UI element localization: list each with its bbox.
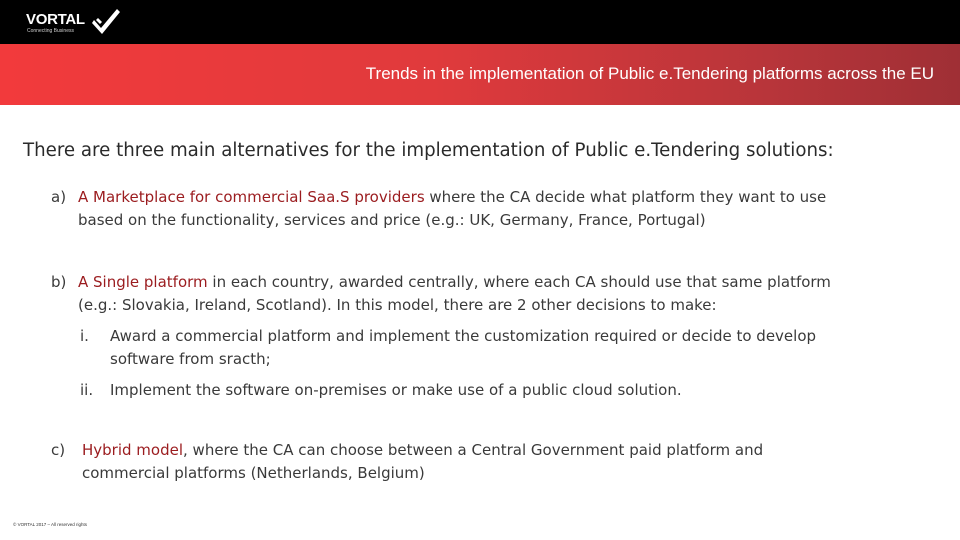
- vortal-logo: [26, 8, 126, 38]
- item-text: based on the functionality, services and price (e.g.: UK, Germany, France, Portugal): [78, 211, 706, 229]
- item-text: in each country, awarded centrally, where each CA should use that same platform: [207, 273, 831, 291]
- logo-text: VORTAL: [26, 11, 85, 28]
- item-text: commercial platforms (Netherlands, Belgium): [82, 464, 425, 482]
- sub-list-item-ii: [80, 379, 920, 402]
- copyright-footer: © VORTAL 2017 – All reserved rights: [13, 522, 88, 527]
- sub-list-marker: ii.: [80, 381, 94, 399]
- item-text: (e.g.: Slovakia, Ireland, Scotland). In this model, there are 2 other decisions to make:: [78, 296, 717, 314]
- highlight-text: A Single platform: [78, 273, 208, 291]
- list-marker: c): [51, 441, 66, 459]
- list-item-line: [78, 271, 831, 294]
- list-item-a: [51, 186, 931, 234]
- sub-item-text: Implement the software on-premises or make use of a public cloud solution.: [110, 381, 682, 399]
- sub-list-item-i: [80, 325, 920, 371]
- logo-tagline: Connecting Business: [27, 28, 74, 34]
- list-item-line: [78, 186, 826, 209]
- page-title: Trends in the implementation of Public e.Tendering platforms across the EU: [365, 64, 934, 83]
- checkmark-swoosh-icon: [90, 6, 122, 38]
- sub-item-text: Award a commercial platform and implement the customization required or decide to develop: [110, 327, 817, 345]
- item-text: where the CA decide what platform they want to use: [424, 188, 827, 206]
- list-item-b: [51, 271, 931, 319]
- sub-list-marker: i.: [80, 327, 89, 345]
- highlight-text: Hybrid model: [82, 441, 184, 459]
- list-marker: a): [51, 188, 67, 206]
- item-text: , where the CA can choose between a Central Government paid platform and: [183, 441, 764, 459]
- list-marker: b): [51, 273, 67, 291]
- sub-item-text: software from sracth;: [110, 350, 271, 368]
- highlight-text: A Marketplace for commercial Saa.S providers: [78, 188, 425, 206]
- intro-text: There are three main alternatives for the implementation of Public e.Tendering solutions:: [23, 140, 834, 161]
- list-item-c: [51, 439, 931, 487]
- list-item-line: [82, 439, 763, 462]
- header-bar: [0, 0, 960, 44]
